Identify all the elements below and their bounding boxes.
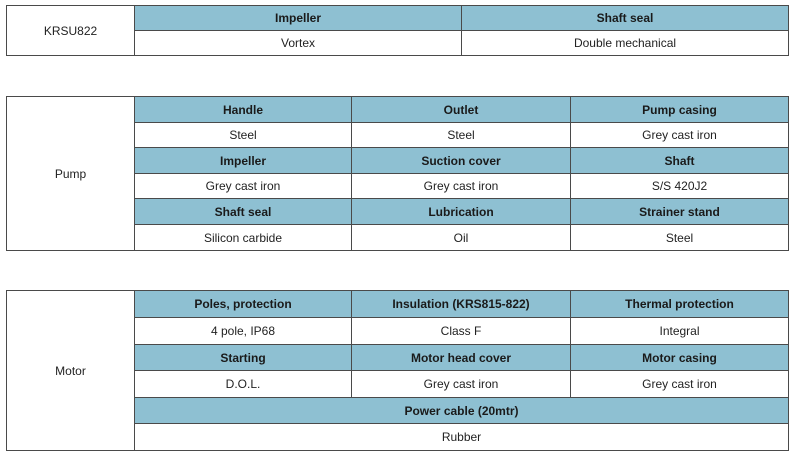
table-header-cell: Motor casing (571, 345, 789, 371)
table-value-cell: Grey cast iron (571, 371, 789, 398)
table-header-cell: Shaft seal (135, 199, 352, 225)
table-value-cell: Grey cast iron (135, 174, 352, 199)
pump-label: Pump (7, 97, 135, 251)
power-cable-value: Rubber (135, 424, 789, 451)
table-header-cell: Starting (135, 345, 352, 371)
table-value-cell: Oil (352, 225, 571, 251)
table-value-cell: 4 pole, IP68 (135, 318, 352, 345)
table-header-cell: Suction cover (352, 148, 571, 174)
table-value-cell: Grey cast iron (352, 174, 571, 199)
table-value-cell: Class F (352, 318, 571, 345)
table-header-cell: Insulation (KRS815-822) (352, 291, 571, 318)
power-cable-header: Power cable (20mtr) (135, 398, 789, 424)
table-value-cell: S/S 420J2 (571, 174, 789, 199)
shaft-seal-value: Double mechanical (462, 31, 789, 56)
shaft-seal-header: Shaft seal (462, 6, 789, 31)
motor-spec-table (6, 290, 789, 451)
table-value-cell: D.O.L. (135, 371, 352, 398)
table-header-cell: Handle (135, 97, 352, 123)
motor-label: Motor (7, 291, 135, 451)
table-header-cell: Thermal protection (571, 291, 789, 318)
pump-spec-table (6, 96, 789, 251)
table-value-cell: Grey cast iron (352, 371, 571, 398)
model-spec-table (6, 5, 789, 56)
table-header-cell: Impeller (135, 148, 352, 174)
table-header-cell: Outlet (352, 97, 571, 123)
table-value-cell: Integral (571, 318, 789, 345)
table-value-cell: Steel (571, 225, 789, 251)
table-header-cell: Poles, protection (135, 291, 352, 318)
table-header-cell: Shaft (571, 148, 789, 174)
model-label: KRSU822 (7, 6, 135, 56)
impeller-header: Impeller (135, 6, 462, 31)
table-value-cell: Silicon carbide (135, 225, 352, 251)
table-header-cell: Pump casing (571, 97, 789, 123)
table-header-cell: Motor head cover (352, 345, 571, 371)
impeller-value: Vortex (135, 31, 462, 56)
table-value-cell: Steel (352, 123, 571, 148)
table-value-cell: Grey cast iron (571, 123, 789, 148)
table-value-cell: Steel (135, 123, 352, 148)
table-header-cell: Strainer stand (571, 199, 789, 225)
table-header-cell: Lubrication (352, 199, 571, 225)
